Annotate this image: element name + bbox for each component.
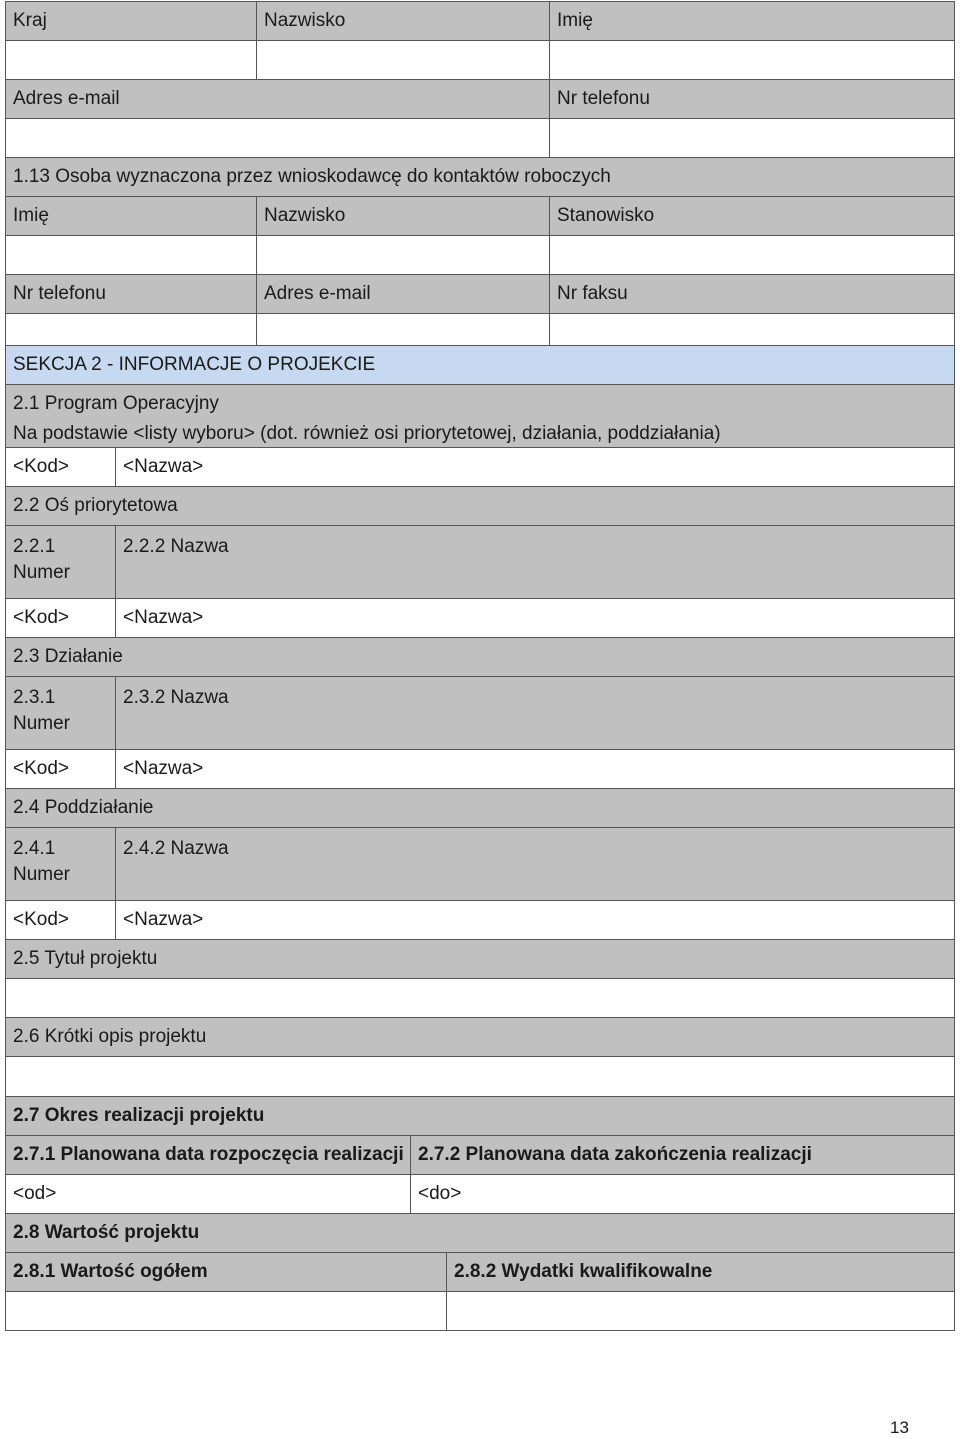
eligible-costs-label: 2.8.2 Wydatki kwalifikowalne: [447, 1253, 955, 1292]
measure-number-label: 2.3.1 Numer: [6, 677, 116, 750]
submeasure-name-label: 2.4.2 Nazwa: [116, 828, 955, 901]
contact-header-row: [6, 2, 955, 41]
contact-header-row-2: [6, 80, 955, 119]
section-2-title-row: [6, 346, 955, 385]
email-label: Adres e-mail: [6, 80, 550, 119]
contact-first-name-label: Imię: [6, 197, 257, 236]
period-title-row: [6, 1097, 955, 1136]
section-1-13-header-row-2: [6, 275, 955, 314]
submeasure-code-field[interactable]: <Kod>: [6, 901, 116, 940]
short-description-header-row: [6, 1018, 955, 1057]
submeasure-title: 2.4 Poddziałanie: [6, 789, 955, 828]
short-description-value-row: [6, 1057, 955, 1097]
submeasure-name-field[interactable]: <Nazwa>: [116, 901, 955, 940]
axis-title-row: [6, 487, 955, 526]
contact-phone-label: Nr telefonu: [6, 275, 257, 314]
measure-header-row: [6, 677, 955, 750]
first-name-label: Imię: [550, 2, 955, 41]
program-note: Na podstawie <listy wyboru> (dot. również osi priorytetowej, działania, poddziałania): [6, 423, 955, 448]
country-field[interactable]: [6, 41, 257, 80]
applicant-contact-table: [5, 1, 955, 346]
section-1-13-title: 1.13 Osoba wyznaczona przez wnioskodawcę do kontaktów roboczych: [6, 158, 955, 197]
program-title-row: [6, 385, 955, 424]
contact-email-field[interactable]: [257, 314, 550, 346]
program-title: 2.1 Program Operacyjny: [6, 385, 955, 424]
period-start-label: 2.7.1 Planowana data rozpoczęcia realizacji: [6, 1136, 411, 1175]
contact-surname-label: Nazwisko: [257, 197, 550, 236]
axis-number-label: 2.2.1 Numer: [6, 526, 116, 599]
section-1-13-input-row-2: [6, 314, 955, 346]
period-end-field[interactable]: <do>: [411, 1175, 955, 1214]
axis-header-row: [6, 526, 955, 599]
short-description-label: 2.6 Krótki opis projektu: [6, 1018, 955, 1057]
measure-name-label: 2.3.2 Nazwa: [116, 677, 955, 750]
period-title: 2.7 Okres realizacji projektu: [6, 1097, 955, 1136]
measure-value-row: [6, 750, 955, 789]
value-input-row: [6, 1292, 955, 1331]
project-value-table: [5, 1214, 955, 1331]
surname-label: Nazwisko: [257, 2, 550, 41]
submeasure-header-row: [6, 828, 955, 901]
contact-position-field[interactable]: [550, 236, 955, 275]
surname-field[interactable]: [257, 41, 550, 80]
project-title-header-row: [6, 940, 955, 979]
value-title: 2.8 Wartość projektu: [6, 1214, 955, 1253]
contact-position-label: Stanowisko: [550, 197, 955, 236]
contact-email-label: Adres e-mail: [257, 275, 550, 314]
section-1-13-title-row: [6, 158, 955, 197]
email-field[interactable]: [6, 119, 550, 158]
period-value-row: [6, 1175, 955, 1214]
contact-input-row: [6, 41, 955, 80]
axis-name-field[interactable]: <Nazwa>: [116, 599, 955, 638]
project-title-label: 2.5 Tytuł projektu: [6, 940, 955, 979]
program-value-row: [6, 448, 955, 487]
contact-surname-field[interactable]: [257, 236, 550, 275]
value-title-row: [6, 1214, 955, 1253]
contact-first-name-field[interactable]: [6, 236, 257, 275]
measure-name-field[interactable]: <Nazwa>: [116, 750, 955, 789]
contact-fax-label: Nr faksu: [550, 275, 955, 314]
short-description-field[interactable]: [6, 1057, 955, 1097]
measure-code-field[interactable]: <Kod>: [6, 750, 116, 789]
phone-label: Nr telefonu: [550, 80, 955, 119]
value-header-row: [6, 1253, 955, 1292]
submeasure-number-label: 2.4.1 Numer: [6, 828, 116, 901]
total-value-field[interactable]: [6, 1292, 447, 1331]
submeasure-title-row: [6, 789, 955, 828]
project-info-table: [5, 346, 955, 1097]
project-title-field[interactable]: [6, 979, 955, 1018]
period-start-field[interactable]: <od>: [6, 1175, 411, 1214]
axis-code-field[interactable]: <Kod>: [6, 599, 116, 638]
total-value-label: 2.8.1 Wartość ogółem: [6, 1253, 447, 1292]
period-header-row: [6, 1136, 955, 1175]
period-end-label: 2.7.2 Planowana data zakończenia realizacji: [411, 1136, 955, 1175]
application-form-page: [5, 1, 954, 1331]
submeasure-value-row: [6, 901, 955, 940]
measure-title: 2.3 Działanie: [6, 638, 955, 677]
section-1-13-input-row: [6, 236, 955, 275]
country-label: Kraj: [6, 2, 257, 41]
program-code-field[interactable]: <Kod>: [6, 448, 116, 487]
project-period-table: [5, 1097, 955, 1214]
section-2-title: SEKCJA 2 - INFORMACJE O PROJEKCIE: [6, 346, 955, 385]
contact-fax-field[interactable]: [550, 314, 955, 346]
axis-title: 2.2 Oś priorytetowa: [6, 487, 955, 526]
eligible-costs-field[interactable]: [447, 1292, 955, 1331]
page-number: 13: [890, 1418, 909, 1437]
axis-value-row: [6, 599, 955, 638]
program-name-field[interactable]: <Nazwa>: [116, 448, 955, 487]
first-name-field[interactable]: [550, 41, 955, 80]
axis-name-label: 2.2.2 Nazwa: [116, 526, 955, 599]
section-1-13-header-row: [6, 197, 955, 236]
contact-phone-field[interactable]: [6, 314, 257, 346]
phone-field[interactable]: [550, 119, 955, 158]
contact-input-row-2: [6, 119, 955, 158]
program-note-row: [6, 423, 955, 448]
project-title-value-row: [6, 979, 955, 1018]
measure-title-row: [6, 638, 955, 677]
